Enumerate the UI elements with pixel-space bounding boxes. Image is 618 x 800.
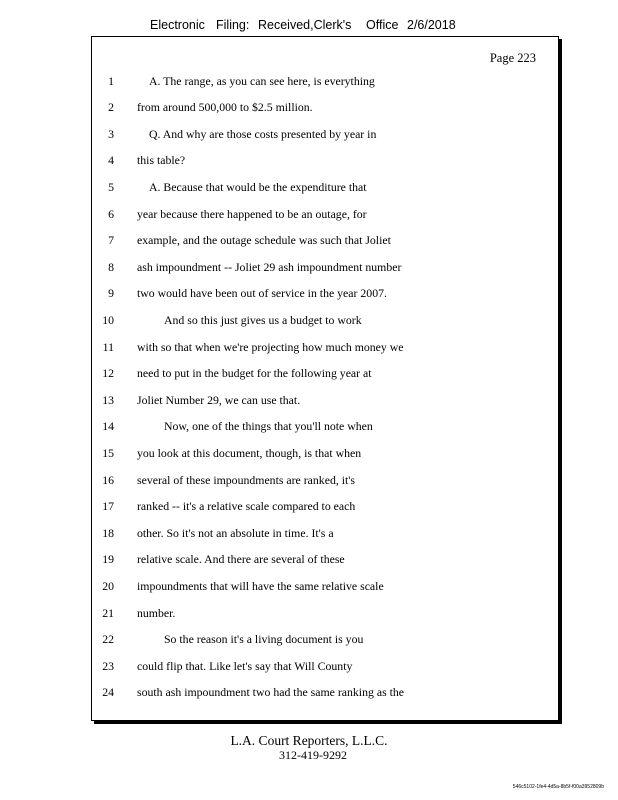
line-number: 6 xyxy=(108,207,114,221)
line-text: need to put in the budget for the following year at xyxy=(137,366,372,380)
transcript-line xyxy=(92,180,558,198)
transcript-line xyxy=(92,233,558,251)
line-text: this table? xyxy=(137,153,186,167)
transcript-line xyxy=(92,393,558,411)
line-number: 5 xyxy=(108,180,114,194)
filing-header-word: Office xyxy=(366,18,399,32)
line-number: 15 xyxy=(102,446,114,460)
line-text: from around 500,000 to $2.5 million. xyxy=(137,100,313,114)
line-text: So the reason it's a living document is you xyxy=(164,632,364,646)
line-number: 4 xyxy=(108,153,114,167)
transcript-line xyxy=(92,340,558,358)
footer-phone: 312-419-9292 xyxy=(279,748,347,762)
line-number: 23 xyxy=(102,659,114,673)
filing-header-word: 2/6/2018 xyxy=(407,18,456,32)
filing-header xyxy=(150,18,480,36)
transcript-line xyxy=(92,659,558,677)
line-text: And so this just gives us a budget to work xyxy=(164,313,362,327)
transcript-line xyxy=(92,685,558,703)
line-text: ash impoundment -- Joliet 29 ash impoundment number xyxy=(137,260,402,274)
line-number: 11 xyxy=(102,340,114,354)
transcript-line xyxy=(92,419,558,437)
transcript-line xyxy=(92,579,558,597)
line-number: 17 xyxy=(102,499,114,513)
transcript-line xyxy=(92,366,558,384)
line-number: 18 xyxy=(102,526,114,540)
transcript-line xyxy=(92,127,558,145)
line-text: year because there happened to be an outage, for xyxy=(137,207,367,221)
transcript-line xyxy=(92,313,558,331)
line-text: example, and the outage schedule was such that Joliet xyxy=(137,233,391,247)
transcript-line xyxy=(92,100,558,118)
line-text: two would have been out of service in the year 2007. xyxy=(137,286,387,300)
line-number: 8 xyxy=(108,260,114,274)
line-number: 12 xyxy=(102,366,114,380)
footer-company: L.A. Court Reporters, L.L.C. xyxy=(230,733,388,748)
line-text: relative scale. And there are several of these xyxy=(137,552,345,566)
transcript-line xyxy=(92,632,558,650)
line-number: 2 xyxy=(108,100,114,114)
line-text: ranked -- it's a relative scale compared to each xyxy=(137,499,356,513)
transcript-line xyxy=(92,260,558,278)
transcript-line xyxy=(92,526,558,544)
line-text: Q. And why are those costs presented by year in xyxy=(149,127,377,141)
line-number: 22 xyxy=(102,632,114,646)
line-text: could flip that. Like let's say that Will County xyxy=(137,659,353,673)
line-number: 21 xyxy=(102,606,114,620)
transcript-line xyxy=(92,446,558,464)
line-text: impoundments that will have the same relative scale xyxy=(137,579,384,593)
transcript-line xyxy=(92,552,558,570)
transcript-line xyxy=(92,286,558,304)
line-text: several of these impoundments are ranked, it's xyxy=(137,473,356,487)
line-text: south ash impoundment two had the same ranking as the xyxy=(137,685,405,699)
transcript-line xyxy=(92,153,558,171)
line-number: 14 xyxy=(102,419,114,433)
line-number: 19 xyxy=(102,552,114,566)
transcript-line xyxy=(92,207,558,225)
line-number: 20 xyxy=(102,579,114,593)
transcript-line xyxy=(92,606,558,624)
line-number: 7 xyxy=(108,233,114,247)
line-number: 9 xyxy=(108,286,114,300)
line-number: 10 xyxy=(102,313,114,327)
line-text: Joliet Number 29, we can use that. xyxy=(137,393,301,407)
line-text: A. Because that would be the expenditure that xyxy=(149,180,367,194)
line-number: 13 xyxy=(102,393,114,407)
line-text: other. So it's not an absolute in time. It's a xyxy=(137,526,334,540)
line-text: Now, one of the things that you'll note when xyxy=(164,419,373,433)
line-text: A. The range, as you can see here, is everything xyxy=(149,74,375,88)
line-text: with so that when we're projecting how much money we xyxy=(137,340,404,354)
line-text: number. xyxy=(137,606,176,620)
transcript-page xyxy=(91,36,559,721)
line-text: you look at this document, though, is that when xyxy=(137,446,362,460)
line-number: 24 xyxy=(102,685,114,699)
line-number: 16 xyxy=(102,473,114,487)
transcript-line xyxy=(92,473,558,491)
line-number: 3 xyxy=(108,127,114,141)
filing-header-word: Electronic xyxy=(150,18,205,32)
line-number: 1 xyxy=(108,74,114,88)
transcript-line xyxy=(92,499,558,517)
page-number: Page 223 xyxy=(489,51,536,65)
document-id: 546c5102-1fe4-4d5a-8b5f-f00a3952809b xyxy=(512,784,604,790)
filing-header-word: Filing: xyxy=(216,18,250,32)
filing-header-word: Received,Clerk's xyxy=(258,18,352,32)
transcript-line xyxy=(92,74,558,92)
